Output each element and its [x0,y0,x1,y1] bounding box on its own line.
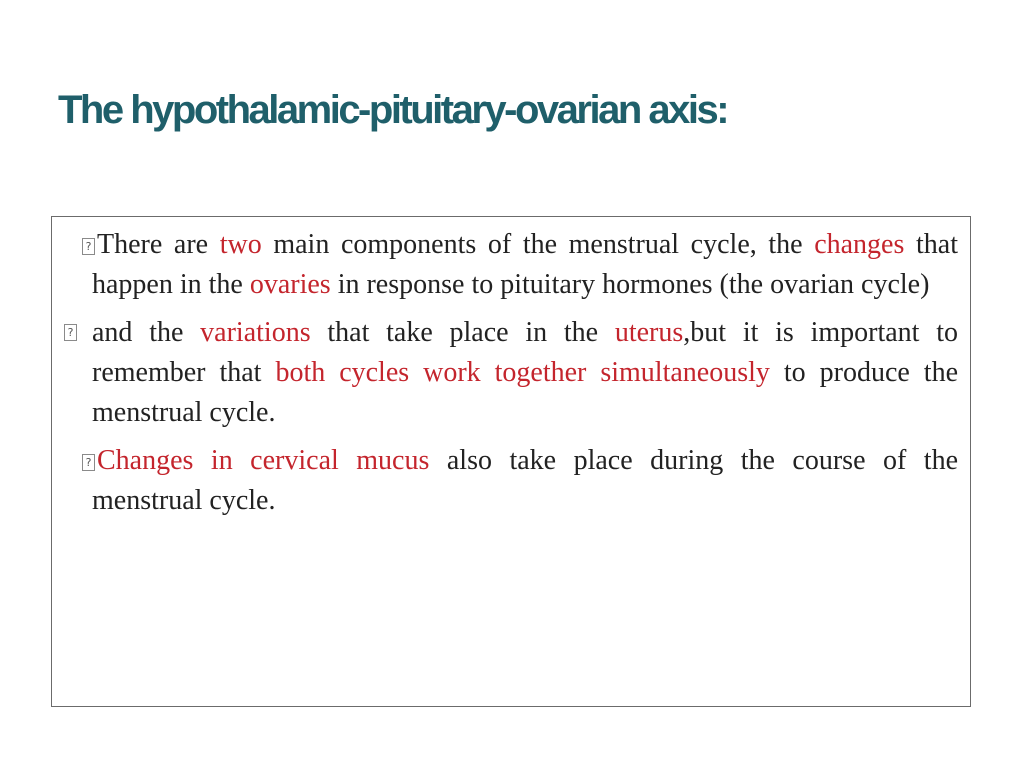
bullet-marker-icon: ? [82,238,95,255]
highlight-text: uterus [614,317,684,348]
bullet-text: to produce the menstrual cycle. [92,357,958,428]
highlight-text: two [219,229,262,260]
bullet-item-components [62,225,958,305]
bullet-text: ,but it is important to remember that [92,317,958,388]
bullet-text: that take place in the [310,317,615,348]
bullet-text: also take place during the course of the menstrual cycle. [92,445,959,516]
bullet-marker-icon: ? [82,454,95,471]
bullet-text: in response to pituitary hormones (the ovarian cycle) [330,269,930,300]
highlight-text: variations [200,317,311,348]
bullet-text: and the [92,317,201,348]
bullet-text: There are [97,229,220,260]
bullet-marker-icon: ? [64,324,77,341]
bullet-text: that happen in the [92,229,958,300]
highlight-text: changes [814,229,905,260]
bullet-item-cervical-mucus [62,441,958,521]
highlight-text: ovaries [249,269,331,300]
bullet-item-variations [62,313,958,433]
slide-title: The hypothalamic-pituitary-ovarian axis: [58,88,728,132]
highlight-text: Changes in cervical mucus [97,445,430,476]
bullet-text: main components of the menstrual cycle, the [261,229,815,260]
content-box [51,216,971,707]
highlight-text: both cycles work together simultaneously [275,357,770,388]
